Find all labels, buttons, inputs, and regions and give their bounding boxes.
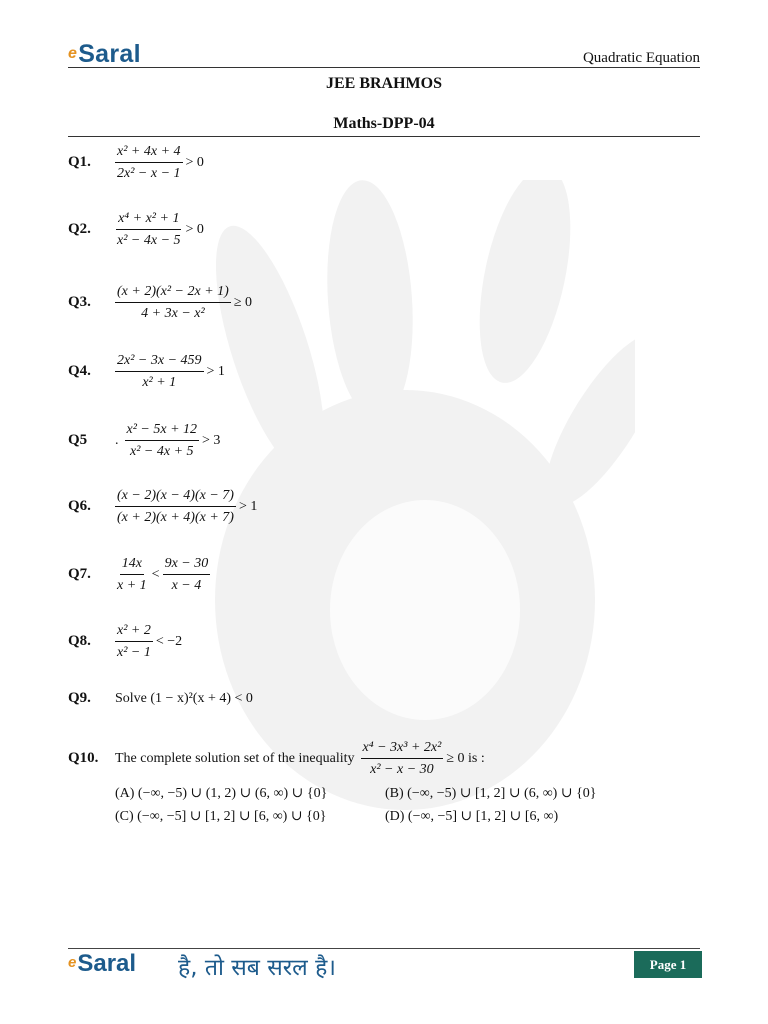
question-label: Q7. <box>68 566 91 582</box>
numerator: 9x − 30 <box>163 555 211 575</box>
question-label: Q8. <box>68 633 91 649</box>
numerator: (x + 2)(x² − 2x + 1) <box>115 283 231 303</box>
subject-title: Quadratic Equation <box>582 50 700 66</box>
relation: > 0 <box>185 154 204 170</box>
numerator: x⁴ − 3x³ + 2x² <box>361 739 444 759</box>
footer-tagline: है, तो सब सरल है। <box>178 955 336 981</box>
question-text: The complete solution set of the inequality <box>115 750 355 766</box>
question-label: Q4. <box>68 363 91 379</box>
denominator: x² − 4x + 5 <box>130 444 194 459</box>
question-8 <box>68 622 708 661</box>
question-3 <box>68 283 708 322</box>
numerator: (x − 2)(x − 4)(x − 7) <box>115 487 236 507</box>
fraction <box>115 283 231 322</box>
dpp-title: Maths-DPP-04 <box>333 115 435 132</box>
numerator: x² + 4x + 4 <box>115 143 183 163</box>
fraction-right <box>163 555 211 594</box>
question-label: Q10. <box>68 750 99 766</box>
footer-esaral-logo: eSaral <box>68 950 137 977</box>
question-label: Q9. <box>68 690 91 706</box>
batch-title: JEE BRAHMOS <box>325 75 442 92</box>
question-label: Q6. <box>68 498 91 514</box>
title-divider <box>68 136 700 137</box>
question-label: Q2. <box>68 221 91 237</box>
stray-dot: . <box>115 432 119 448</box>
page-number-badge: Page 1 <box>634 951 702 978</box>
question-5 <box>68 421 708 460</box>
question-label: Q3. <box>68 294 91 310</box>
denominator: x² − 4x − 5 <box>117 233 181 248</box>
relation: > 1 <box>206 363 225 379</box>
numerator: x² + 2 <box>115 622 153 642</box>
relation: > 3 <box>202 432 221 448</box>
question-10 <box>68 739 708 778</box>
question-9 <box>68 690 708 707</box>
fraction <box>115 487 236 526</box>
numerator: x⁴ + x² + 1 <box>116 210 181 230</box>
denominator: 2x² − x − 1 <box>117 166 181 181</box>
q10-options <box>115 782 655 828</box>
relation: ≥ 0 <box>233 294 253 310</box>
denominator: x² + 1 <box>142 375 177 390</box>
question-2 <box>68 210 708 249</box>
denominator: x − 4 <box>171 578 202 593</box>
fraction <box>125 421 200 460</box>
fraction <box>115 210 183 249</box>
question-7 <box>68 555 708 594</box>
fraction-left <box>115 555 149 594</box>
option-a: (A) (−∞, −5) ∪ (1, 2) ∪ (6, ∞) ∪ {0} <box>115 786 328 801</box>
option-c: (C) (−∞, −5] ∪ [1, 2] ∪ [6, ∞) ∪ {0} <box>115 809 327 824</box>
question-4 <box>68 352 708 391</box>
denominator: x² − x − 30 <box>370 762 434 777</box>
denominator: x² − 1 <box>117 645 151 660</box>
fraction <box>115 352 204 391</box>
relation: > 0 <box>185 221 204 237</box>
question-1 <box>68 143 708 182</box>
footer-divider <box>68 948 700 949</box>
relation: < −2 <box>155 633 183 649</box>
denominator: x + 1 <box>117 578 147 593</box>
option-b: (B) (−∞, −5) ∪ [1, 2] ∪ (6, ∞) ∪ {0} <box>385 786 597 801</box>
numerator: 14x <box>120 555 144 575</box>
option-d: (D) (−∞, −5] ∪ [1, 2] ∪ [6, ∞) <box>385 809 559 824</box>
question-6 <box>68 487 708 526</box>
relation: < <box>151 566 160 582</box>
numerator: 2x² − 3x − 459 <box>115 352 204 372</box>
question-label: Q1. <box>68 154 91 170</box>
esaral-logo: eSaral <box>68 40 141 68</box>
fraction <box>361 739 444 778</box>
question-label: Q5 <box>68 432 88 448</box>
fraction <box>115 622 153 661</box>
denominator: (x + 2)(x + 4)(x + 7) <box>117 510 234 525</box>
relation: ≥ 0 is : <box>446 750 485 766</box>
numerator: x² − 5x + 12 <box>125 421 200 441</box>
question-text: Solve (1 − x)²(x + 4) < 0 <box>115 690 253 706</box>
denominator: 4 + 3x − x² <box>141 306 205 321</box>
fraction <box>115 143 183 182</box>
relation: > 1 <box>238 498 258 514</box>
header-divider <box>68 67 700 68</box>
